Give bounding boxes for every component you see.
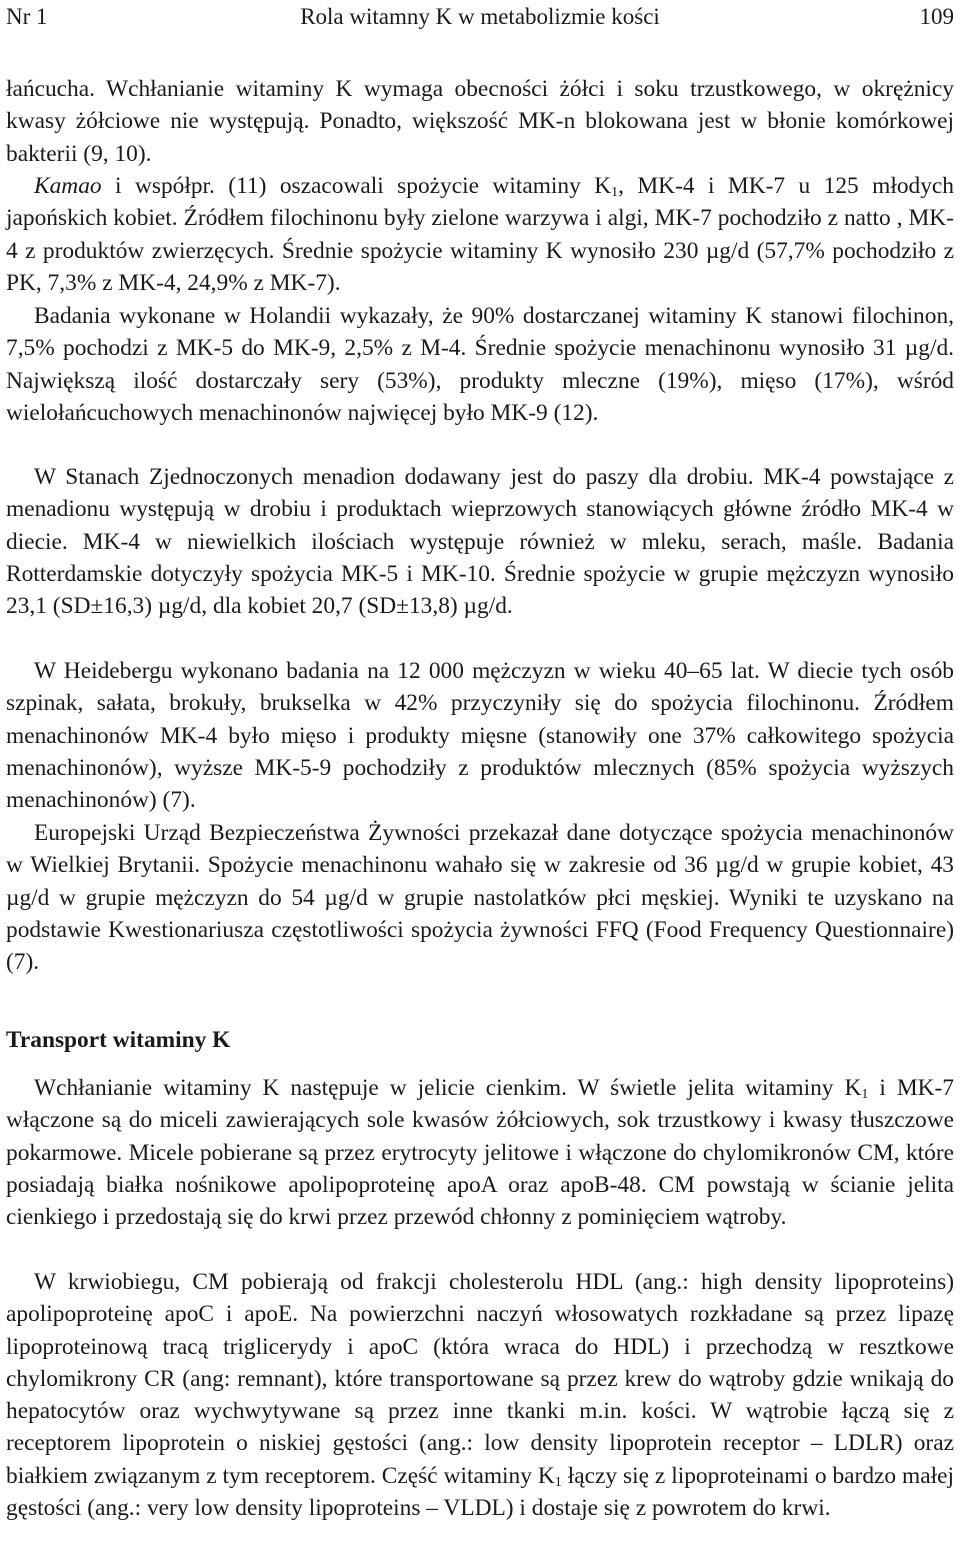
paragraph-7-text-b: i MK-7 włączone są do miceli zawierających sole kwasów żółciowych, sok trzustkowy i kwasy tłuszczowe pokarmowe. Micele pobierane są przez erytrocyty jelitowe i włączone do chylomikronów CM, które posiadają białka nośnikowe apolipoproteinę apoA oraz apoB-48. CM powstają w ścianie jelita cienkiego i przedostają się do krwi przez przewód chłonny z pominięciem wątroby. — [6, 1075, 954, 1231]
paragraph-8-text-b: łączy się z lipoproteinami o bardzo małej gęstości (ang.: very low density lipoproteins – VLDL) i dostaje się z powrotem do krwi. — [6, 1462, 954, 1522]
page-number: 109 — [919, 4, 954, 29]
paragraph-8-text-a: W krwiobiegu, CM pobierają od frakcji cholesterolu HDL (ang.: high density lipoproteins) apolipoproteinę apoC i apoE. Na powierzchni naczyń włosowatych rozkładane są przez lipazę lipoproteinową tracą triglicerydy i apoC (która wraca do HDL) i przechodzą w resztkowe chylomikrony CR (ang: remnant), które transportowane są przez krew do wątroby gdzie wnikają do hepatocytów oraz wychwytywane są przez inne tkanki m.in. kości. W wątrobie łączą się z receptorem lipoprotein o niskiej gęstości (ang.: low density lipoprotein receptor – LDLR) oraz białkiem związanym z tym receptorem. Część witaminy K — [6, 1269, 954, 1489]
paragraph-2 — [6, 170, 954, 299]
issue-number: Nr 1 — [6, 4, 48, 29]
paragraph-5: W Heidebergu wykonano badania na 12 000 mężczyzn w wieku 40–65 lat. W diecie tych osób szpinak, sałata, brokuły, brukselka w 42% przyczyniły się do spożycia filochinonu. Źródłem menachinonów MK-4 było mięso i produkty mięsne (stanowiły one 37% całkowitego spożycia menachinonów), wyższe MK-5-9 pochodziły z produktów mlecznych (85% spożycia wyższych menachinonów) (7). — [6, 658, 954, 814]
paragraph-7-text-a: Wchłanianie witaminy K następuje w jelicie cienkim. W świetle jelita witaminy K — [34, 1075, 862, 1101]
subscript: 1 — [554, 1474, 562, 1490]
running-title: Rola witamny K w metabolizmie kości — [300, 4, 660, 29]
paragraph-2-text-a: i współpr. (11) oszacowali spożycie witaminy K — [101, 173, 612, 199]
author-name: Kamao — [34, 173, 102, 199]
paragraph-6: Europejski Urząd Bezpieczeństwa Żywności przekazał dane dotyczące spożycia menachinonów w Wielkiej Brytanii. Spożycie menachinonu wahało się w zakresie od 36 µg/d w grupie kobiet, 43 µg/d w grupie mężczyzn do 54 µg/d w grupie nastolatków płci męskiej. Wyniki te uzyskano na podstawie Kwestionariusza częstotliwości spożycia żywności FFQ (Food Frequency Questionnaire) (7). — [6, 820, 954, 976]
paragraph-1: łańcucha. Wchłanianie witaminy K wymaga obecności żółci i soku trzustkowego, w okrężnicy kwasy żółciowe nie występują. Ponadto, większość MK-n blokowana jest w błonie komórkowej bakterii (9, 10). — [6, 76, 954, 167]
paragraph-7 — [6, 1072, 954, 1233]
paragraph-8 — [6, 1266, 954, 1524]
section-heading: Transport witaminy K — [6, 1027, 231, 1053]
paragraph-3: Badania wykonane w Holandii wykazały, że 90% dostarczanej witaminy K stanowi filochinon, 7,5% pochodzi z MK-5 do MK-9, 2,5% z M-4. Średnie spożycie menachinonu wynosiło 31 µg/d. Największą ilość dostarczały sery (53%), produkty mleczne (19%), mięso (17%), wśród wielołańcuchowych menachinonów najwięcej było MK-9 (12). — [6, 303, 954, 426]
subscript: 1 — [861, 1087, 869, 1102]
subscript: 1 — [611, 185, 619, 200]
page-header — [6, 2, 954, 32]
paragraph-4: W Stanach Zjednoczonych menadion dodawany jest do paszy dla drobiu. MK-4 powstające z menadionu występują w drobiu i produktach wieprzowych stanowiących główne źródło MK-4 w diecie. MK-4 w niewielkich ilościach występuje również w mleku, serach, maśle. Badania Rotterdamskie dotyczyły spożycia MK-5 i MK-10. Średnie spożycie w grupie mężczyzn wynosiło 23,1 (SD±16,3) µg/d, dla kobiet 20,7 (SD±13,8) µg/d. — [6, 464, 954, 620]
paragraph-2-text-b: , MK-4 i MK-7 u 125 młodych japońskich kobiet. Źródłem filochinonu były zielone warzywa i algi, MK-7 pochodziło z natto , MK-4 z produktów zwierzęcych. Średnie spożycie witaminy K wynosiło 230 µg/d (57,7% pochodziło z PK, 7,3% z MK-4, 24,9% z MK-7). — [6, 173, 955, 296]
